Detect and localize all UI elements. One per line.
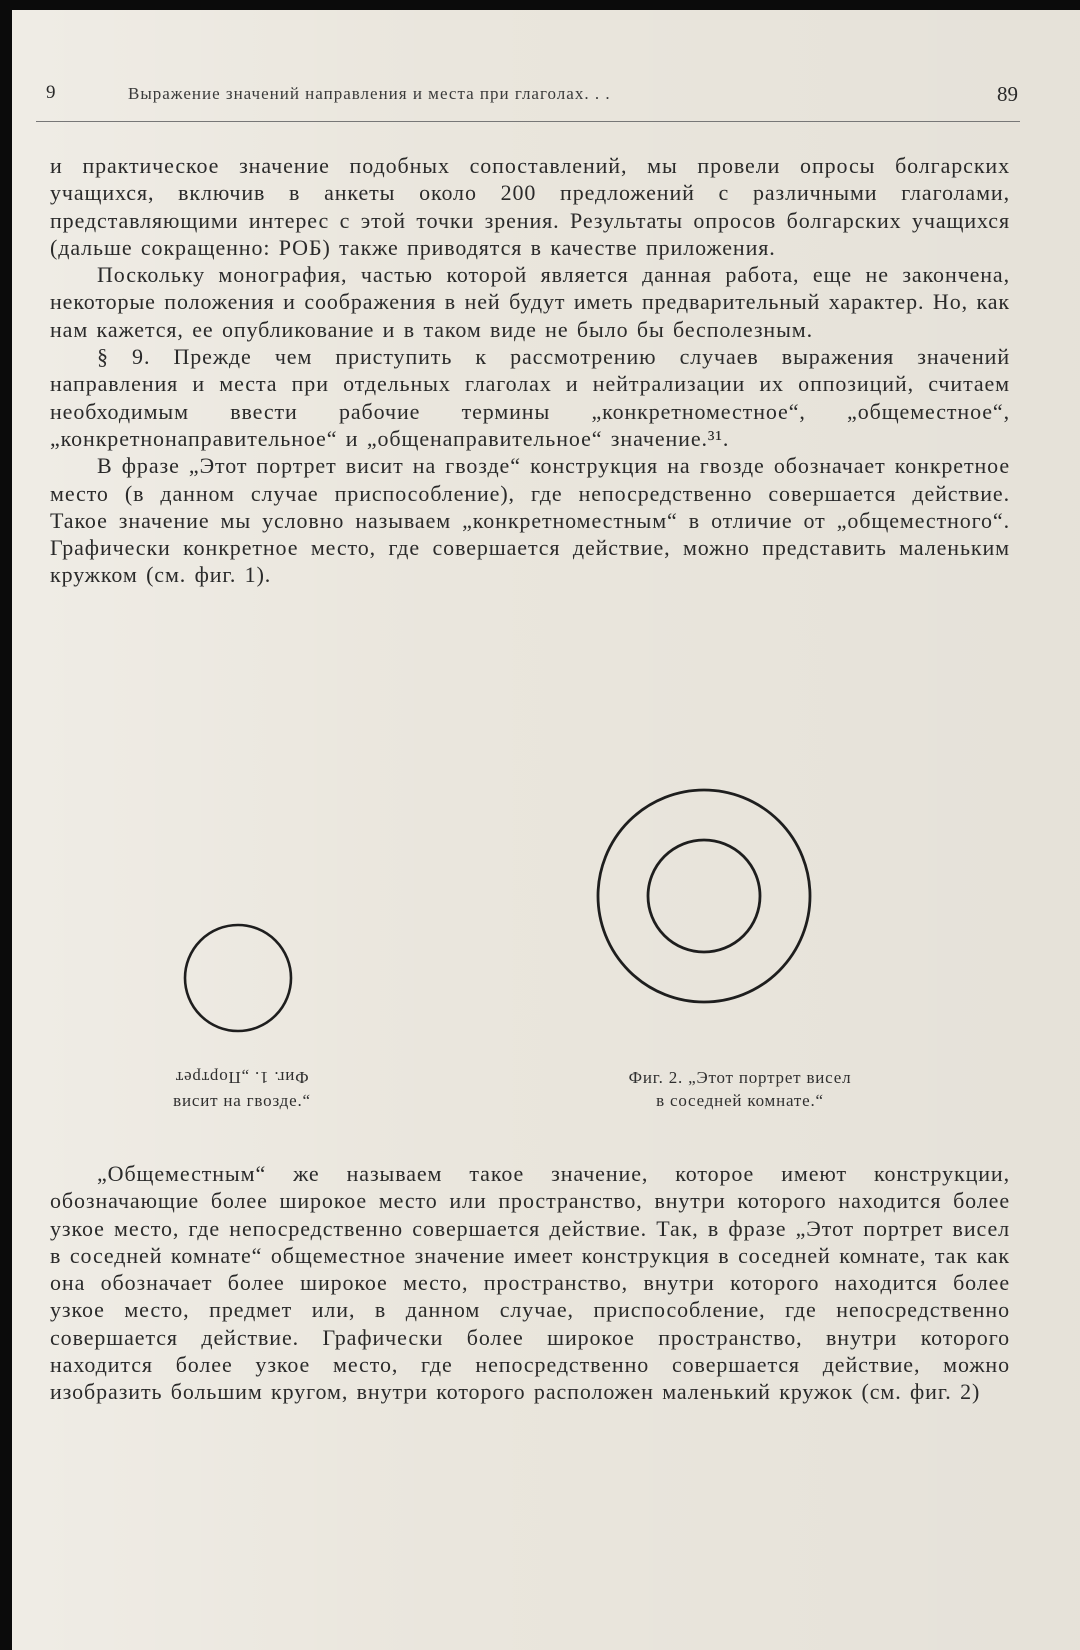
page-number: 89 [997, 82, 1018, 106]
figure-2-caption-line2: в соседней комнате.“ [656, 1091, 824, 1110]
figure-2-concentric-circles [593, 785, 815, 1012]
paragraph: и практическое значение подобных сопоставлений, мы провели опросы болгарских учащихся, включив в анкеты около 200 предложений с различными глаголами, представляющими интерес с этой точки зрения. Результаты опросов болгарских учащихся (дальше сокращенно: РОБ) также приводятся в качестве приложения. [50, 153, 1010, 260]
body-text-bottom [50, 1160, 1010, 1406]
body-text-top [50, 152, 1010, 589]
figure-1-caption-line1: Фиг. 1. „Портрет [175, 1068, 309, 1087]
figure-1-small-circle [182, 922, 294, 1039]
section-number: 9 [46, 82, 56, 103]
paragraph: Поскольку монография, частью которой является данная работа, еще не закончена, некоторые положения и соображения в ней будут иметь предварительный характер. Но, как нам кажется, ее опубликование и в таком виде не было бы бесполезным. [50, 262, 1010, 342]
page-header [36, 82, 1020, 116]
paragraph: § 9. Прежде чем приступить к рассмотрению случаев выражения значений направления и места при отдельных глаголах и нейтрализации их оппозиций, считаем необходимым ввести рабочие термины „конкретноместное“, „общеместное“, „конкретнонаправительное“ и „общенаправительное“ значение.³¹. [50, 344, 1010, 451]
figure-1-caption-line2: висит на гвозде.“ [173, 1091, 311, 1110]
figure-2-caption-line1: Фиг. 2. „Этот портрет висел [628, 1068, 852, 1087]
paragraph: „Общеместным“ же называем такое значение, которое имеют конструкции, обозначающие более широкое место или пространство, внутри которого находится более узкое место, где непосредственно совершается действие. Так, в фразе „Этот портрет висел в соседней комнате“ общеместное значение имеет конструкция в соседней комнате, так как она обозначает более широкое место, пространство, внутри которого находится более узкое место, предмет или, в данном случае, приспособление, где непосредственно совершается действие. Графически более широкое пространство, внутри которого находится более узкое место, где непосредственно совершается действие, можно изобразить большим кругом, внутри которого расположен маленький кружок (см. фиг. 2) [50, 1161, 1010, 1405]
paragraph: В фразе „Этот портрет висит на гвозде“ конструкция на гвозде обозначает конкретное место (в данном случае приспособление), где непосредственно совершается действие. Такое значение мы условно называем „конкретноместным“ в отличие от „общеместного“. Графически конкретное место, где совершается действие, можно представить маленьким кружком (см. фиг. 1). [50, 453, 1010, 588]
figure-2-caption [550, 1066, 930, 1112]
figure-1-caption [112, 1066, 372, 1112]
running-title: Выражение значений направления и места при глаголах. . . [128, 84, 611, 103]
header-rule [36, 121, 1020, 122]
